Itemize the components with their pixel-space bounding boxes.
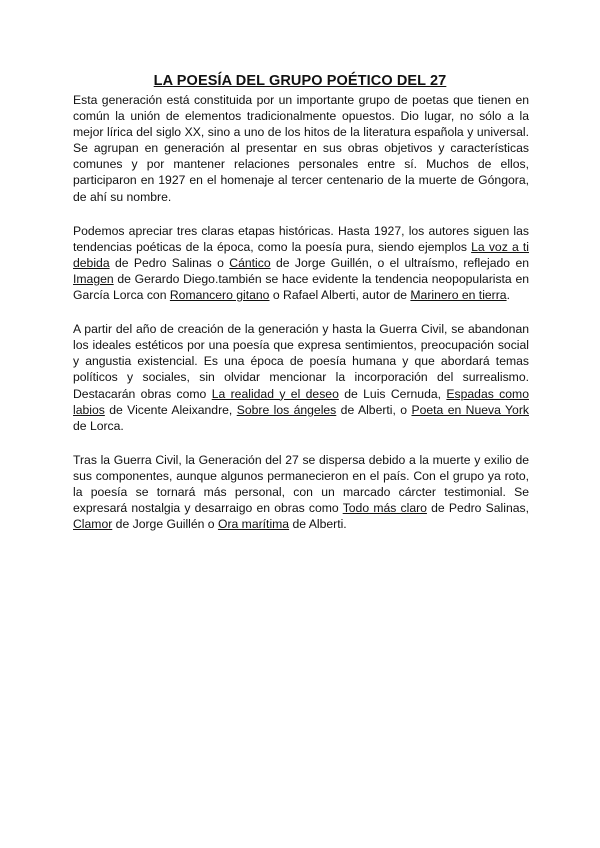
work-title: Marinero en tierra (410, 288, 507, 303)
text-line (73, 156, 529, 172)
text-segment: expresará nostalgia y desarraigo en obras como (73, 501, 343, 516)
text-segment: de Alberti. (289, 517, 347, 532)
text-segment: de Alberti, o (336, 402, 412, 417)
work-title: La voz a ti (471, 239, 529, 254)
text-segment: participaron en 1927 en el homenaje al tercer centenario de la muerte de Góngora, (73, 173, 529, 188)
text-segment: García Lorca con (73, 288, 170, 303)
text-segment: de Pedro Salinas o (109, 255, 230, 270)
work-title: Ora marítima (217, 517, 290, 532)
work-title: Cántico (229, 255, 271, 270)
text-line (73, 239, 529, 255)
text-segment: . (506, 288, 510, 303)
work-title: La realidad y el deseo (211, 386, 339, 401)
text-line (73, 484, 529, 500)
text-line (73, 223, 529, 239)
text-line (73, 255, 529, 271)
text-line (73, 468, 529, 484)
work-title: Todo más claro (342, 501, 427, 516)
text-line (73, 189, 529, 205)
text-line (73, 140, 529, 156)
text-segment: de Lorca. (73, 418, 124, 433)
document-body (73, 92, 529, 550)
text-line (73, 452, 529, 468)
text-segment: de Jorge Guillén o (112, 517, 218, 532)
text-segment: de Gerardo Diego.también se hace evidente la tendencia neopopularista en (113, 271, 529, 286)
work-title: Clamor (73, 517, 113, 532)
work-title: Romancero gitano (169, 288, 270, 303)
text-segment: común la unión de elementos tradicionalmente opuestos. Dio lugar, no sólo a la (73, 109, 529, 124)
work-title: Poeta en Nueva York (411, 402, 529, 417)
text-segment: mejor lírica del siglo XX, sino a uno de los hitos de la literatura española y universal. (73, 125, 529, 140)
text-line (73, 337, 529, 353)
work-title: labios (73, 402, 105, 417)
text-segment: políticos y sociales, sin olvidar mencionar la incorporación del surrealismo. (73, 370, 529, 385)
text-line (73, 92, 529, 108)
text-segment: Podemos apreciar tres claras etapas históricas. Hasta 1927, los autores siguen las (73, 223, 529, 238)
text-segment: o Rafael Alberti, autor de (269, 288, 411, 303)
text-line (73, 369, 529, 385)
text-line (73, 418, 529, 434)
work-title: Sobre los ángeles (236, 402, 337, 417)
text-segment: comunes y por mantener relaciones personales entre sí. Muchos de ellos, (73, 157, 529, 172)
text-segment: tendencias poéticas de la época, como la poesía pura, siendo ejemplos (73, 239, 472, 254)
paragraph (73, 321, 529, 434)
text-segment: de ahí su nombre. (73, 189, 172, 204)
text-line (73, 271, 529, 287)
paragraph (73, 223, 529, 303)
text-line (73, 353, 529, 369)
text-segment: A partir del año de creación de la generación y hasta la Guerra Civil, se abandonan (73, 322, 529, 337)
text-segment: de Vicente Aleixandre, (104, 402, 237, 417)
work-title: debida (73, 255, 110, 270)
work-title: Espadas como (446, 386, 529, 401)
text-line (73, 321, 529, 337)
text-segment: Se agrupan en generación al presentar en sus obras objetivos y características (73, 141, 529, 156)
text-line (73, 287, 529, 303)
text-segment: los ideales estéticos por una poesía que expresa sentimientos, preocupación social (73, 338, 529, 353)
work-title: Imagen (73, 271, 114, 286)
text-segment: de Pedro Salinas, (426, 501, 529, 516)
text-segment: de Jorge Guillén, o el ultraísmo, reflejado en (270, 255, 529, 270)
text-line (73, 500, 529, 516)
text-line (73, 108, 529, 124)
text-segment: y angustia existencial. Es una época de poesía humana y que abordará temas (73, 354, 529, 369)
text-segment: la poesía se tornará más personal, con un marcado cárcter testimonial. Se (73, 484, 529, 499)
text-line (73, 172, 529, 188)
text-segment: Tras la Guerra Civil, la Generación del 27 se dispersa debido a la muerte y exilio de (73, 452, 529, 467)
text-segment: de Luis Cernuda, (338, 386, 447, 401)
text-line (73, 124, 529, 140)
paragraph (73, 452, 529, 532)
text-line (73, 402, 529, 418)
text-line (73, 516, 529, 532)
text-segment: sus componentes, aunque algunos permanecieron en el país. Con el grupo ya roto, (73, 468, 529, 483)
text-line (73, 386, 529, 402)
text-segment: Destacarán obras como (73, 386, 212, 401)
paragraph (73, 92, 529, 205)
text-segment: Esta generación está constituida por un importante grupo de poetas que tienen en (73, 93, 529, 107)
document-title: LA POESÍA DEL GRUPO POÉTICO DEL 27 (153, 73, 447, 89)
